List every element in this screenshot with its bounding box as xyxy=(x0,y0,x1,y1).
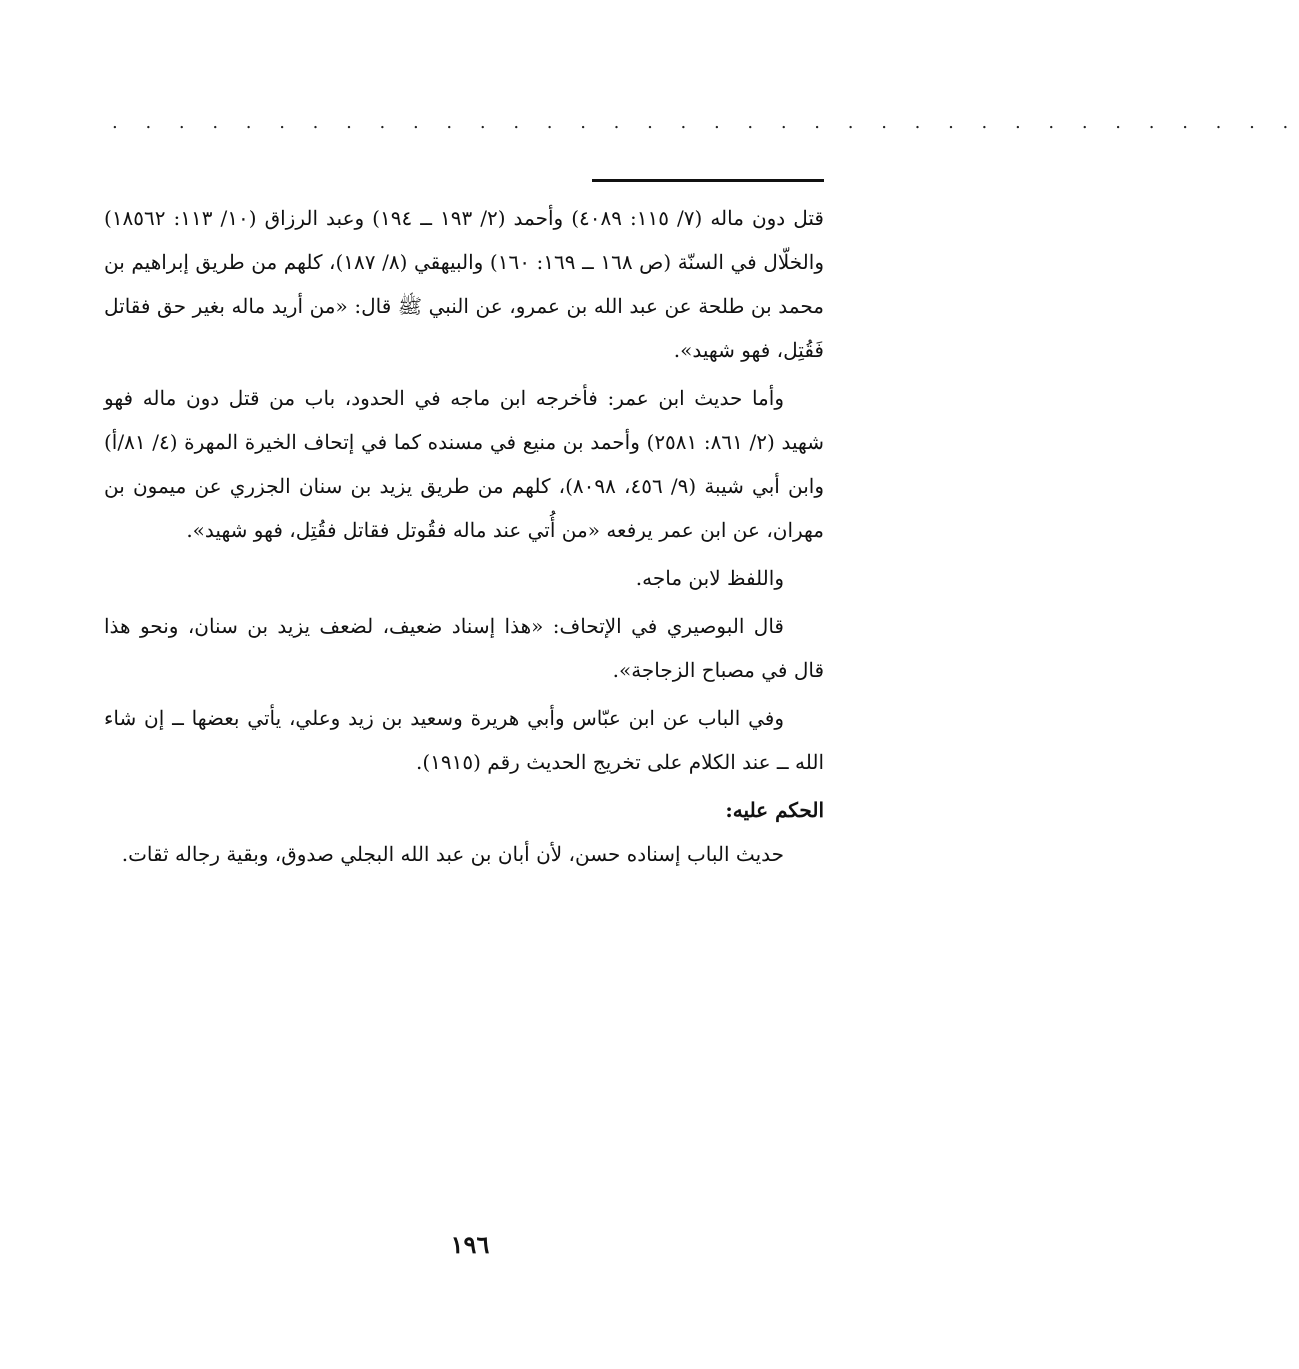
page-number: ١٩٦ xyxy=(450,1230,490,1259)
paragraph-wording-note: واللفظ لابن ماجه. xyxy=(635,566,784,590)
dotted-separator: . . . . . . . . . . . . . . . . . . . . . . . . . . . . . . . . . . . . xyxy=(112,112,1299,133)
paragraph-takhrij-continued: قتل دون ماله (٧/ ١١٥: ٤٠٨٩) وأحمد (٢/ ١٩٣ ــ ١٩٤) وعبد الرزاق (١٠/ ١١٣: ١٨٥٦٢) والخلّال في السنّة (ص ١٦٨ ــ ١٦٩: ١٦٠) والبيهقي (٨/ ١٨٧)، كلهم من طريق إبراهيم بن محمد بن طلحة عن عبد الله بن عمرو، عن النبي ﷺ قال: «من أريد ماله بغير حق فقاتل فَقُتِل، فهو شهيد». xyxy=(104,206,824,362)
footnote-rule xyxy=(592,179,824,182)
paragraph-in-the-chapter: وفي الباب عن ابن عبّاس وأبي هريرة وسعيد بن زيد وعلي، يأتي بعضها ــ إن شاء الله ــ عند الكلام على تخريج الحديث رقم (١٩١٥). xyxy=(104,706,824,774)
page-body xyxy=(104,196,824,880)
paragraph-ruling: حديث الباب إسناده حسن، لأن أبان بن عبد الله البجلي صدوق، وبقية رجاله ثقات. xyxy=(121,842,784,866)
paragraph-ibn-umar: وأما حديث ابن عمر: فأخرجه ابن ماجه في الحدود، باب من قتل دون ماله فهو شهيد (٢/ ٨٦١: ٢٥٨١) وأحمد بن منيع في مسنده كما في إتحاف الخيرة المهرة (٤/ ٨١/أ) وابن أبي شيبة (٩/ ٤٥٦، ٨٠٩٨)، كلهم من طريق يزيد بن سنان الجزري عن ميمون بن مهران، عن ابن عمر يرفعه «من أُتي عند ماله فقُوتل فقاتل فقُتِل، فهو شهيد». xyxy=(104,386,825,542)
section-heading-ruling: الحكم عليه: xyxy=(725,798,824,822)
paragraph-busiri: قال البوصيري في الإتحاف: «هذا إسناد ضعيف، لضعف يزيد بن سنان، ونحو هذا قال في مصباح الزجاجة». xyxy=(104,614,824,682)
